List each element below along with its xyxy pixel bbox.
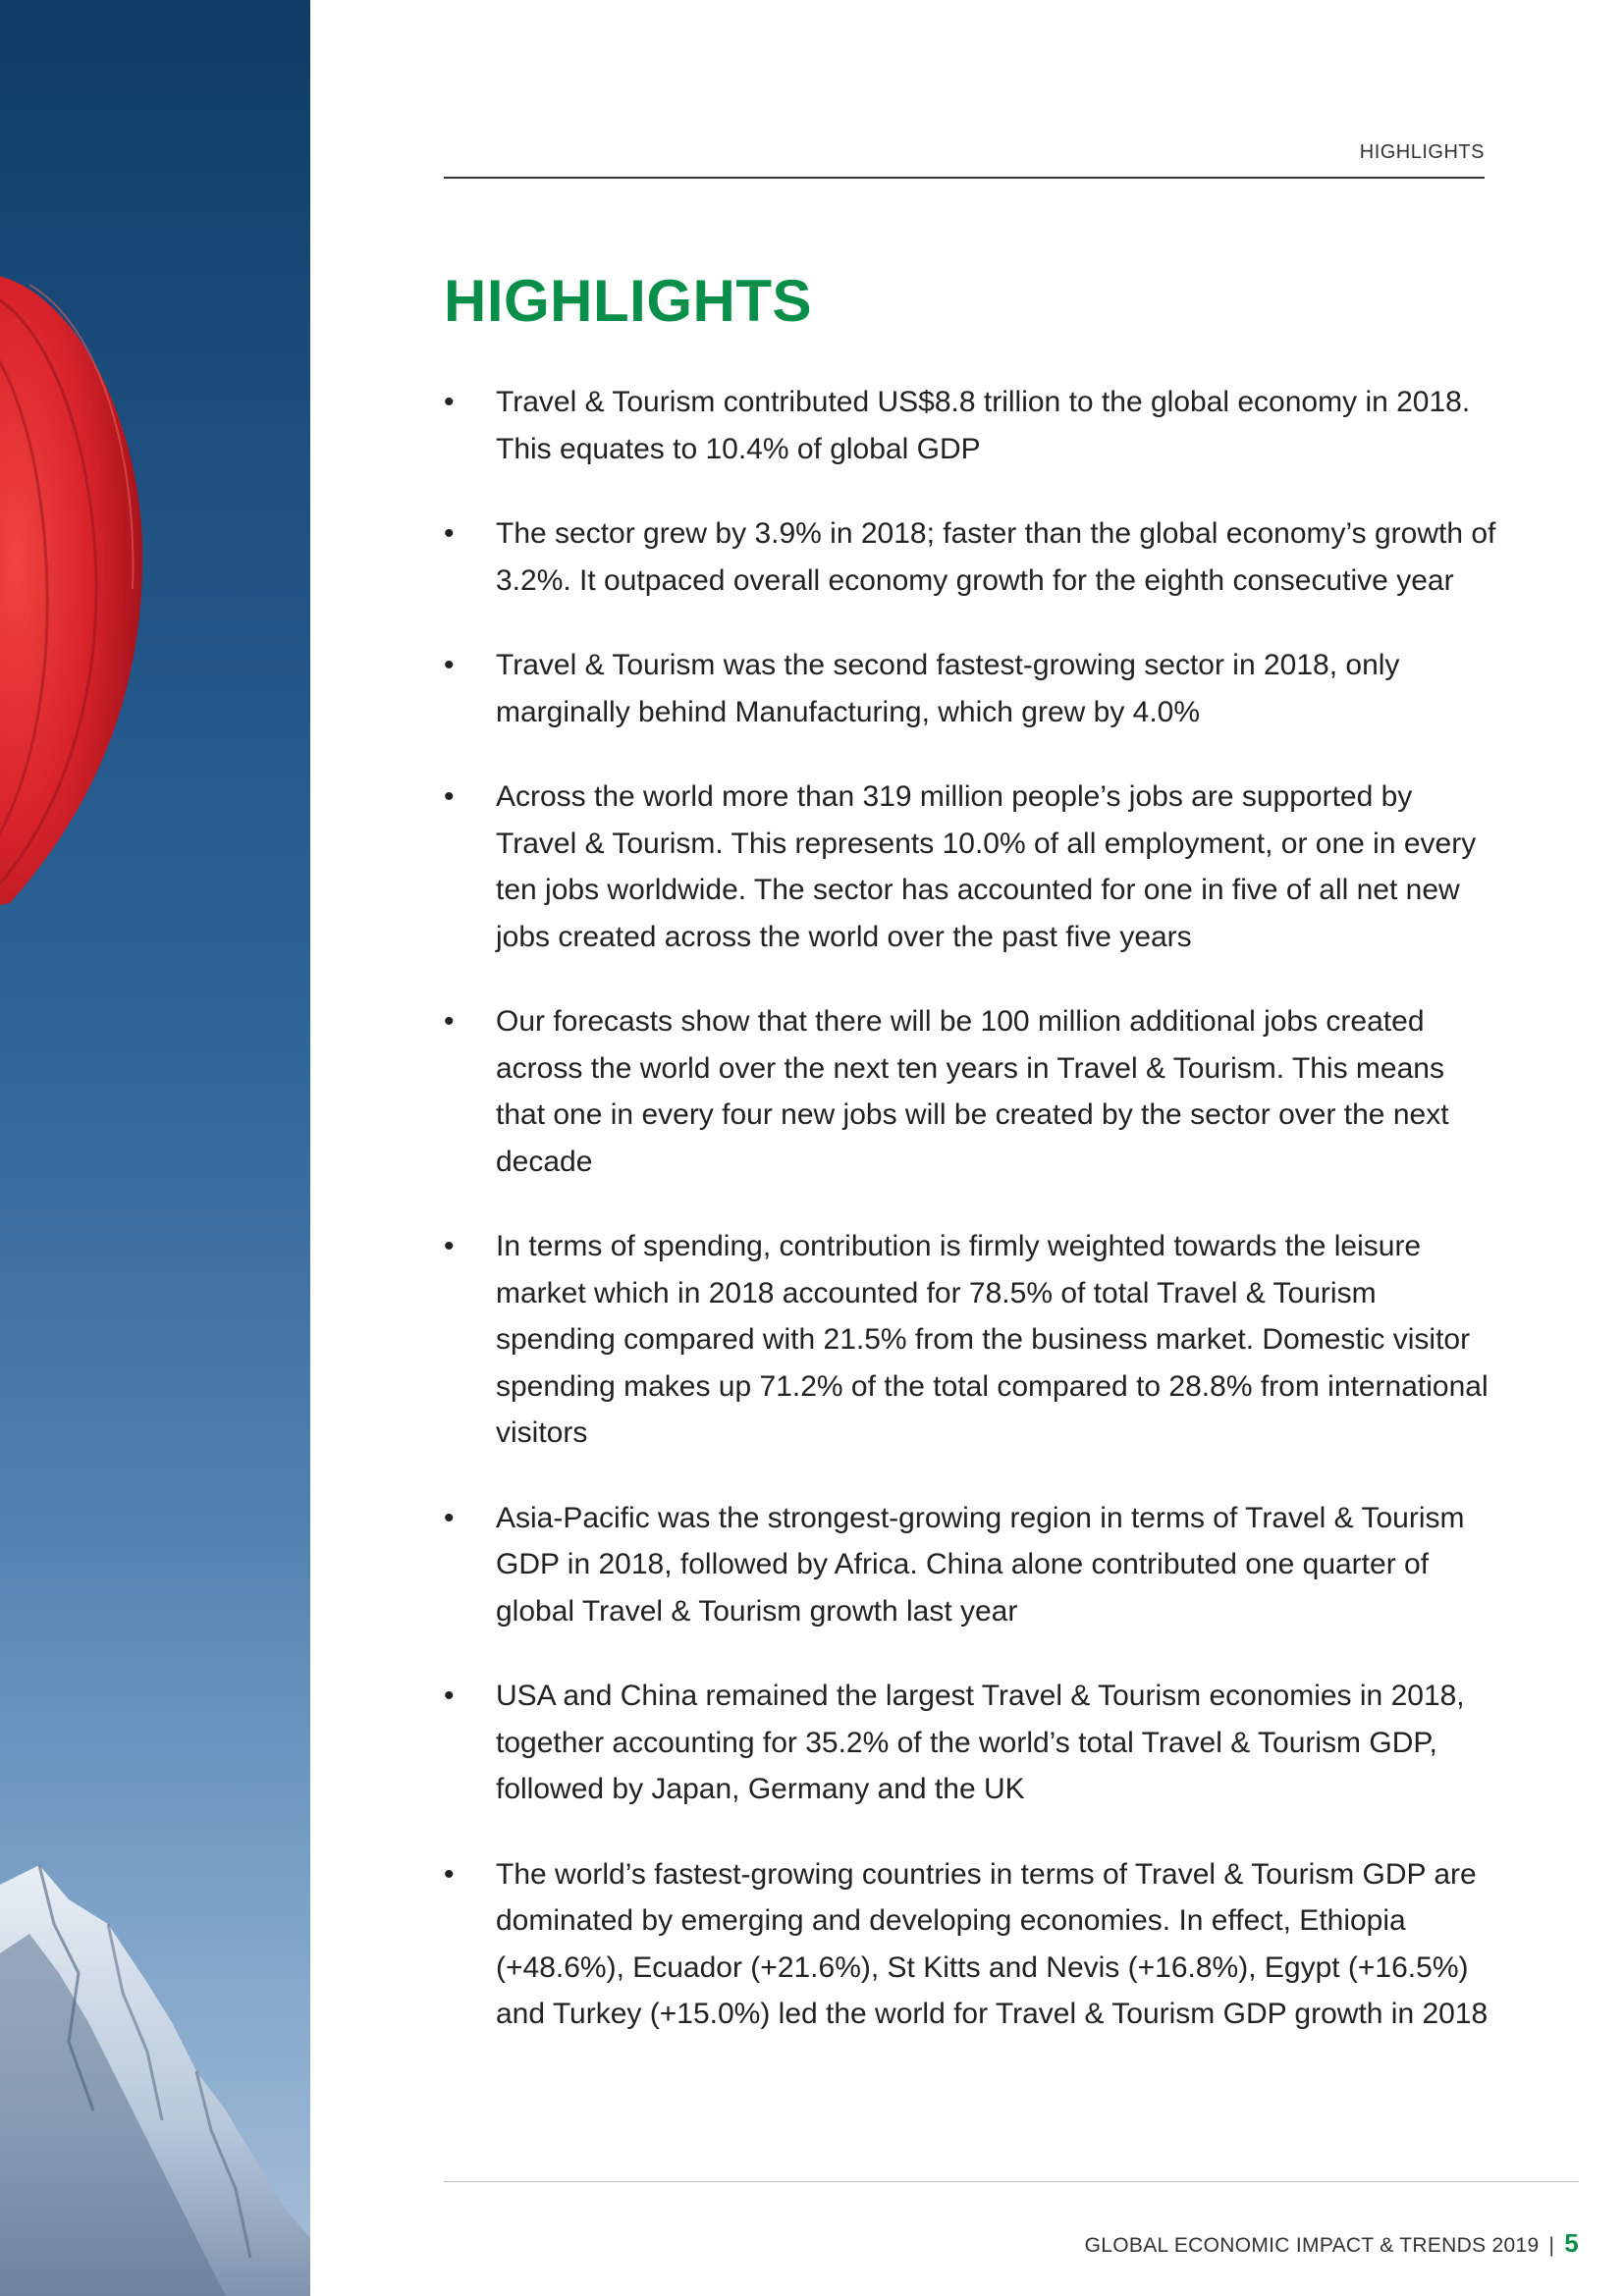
footer-divider (444, 2181, 1579, 2182)
highlight-item: • Travel & Tourism was the second fastest-growing sector in 2018, only marginally behind Manufacturing, which grew by 4.0% (444, 642, 1499, 735)
highlight-item: • The world’s fastest-growing countries in terms of Travel & Tourism GDP are dominated by emerging and developing economies. In effect, Ethiopia (+48.6%), Ecuador (+21.6%), St Kitts and Nevis (+16.8%), Egypt (+16.5%) and Turkey (+15.0%) led the world for Travel & Tourism GDP growth in 2018 (444, 1851, 1499, 2038)
mountain-shape (0, 1865, 310, 2296)
highlight-item: • Across the world more than 319 million people’s jobs are supported by Travel & Tourism. This represents 10.0% of all employment, or one in every ten jobs worldwide. The sector has accounted for one in five of all net new jobs created across the world over the past five years (444, 774, 1499, 960)
running-header: HIGHLIGHTS (1359, 141, 1485, 163)
page-footer (444, 2228, 1579, 2259)
highlight-item: • USA and China remained the largest Travel & Tourism economies in 2018, together accounting for 35.2% of the world’s total Travel & Tourism GDP, followed by Japan, Germany and the UK (444, 1673, 1499, 1813)
highlights-list (444, 379, 1499, 2076)
balloon-shape (0, 273, 142, 913)
side-photo (0, 0, 310, 2296)
highlight-item: • Our forecasts show that there will be 100 million additional jobs created across the world over the next ten years in Travel & Tourism. This means that one in every four new jobs will be created by the sector over the next decade (444, 998, 1499, 1185)
page-number: 5 (1564, 2228, 1579, 2258)
publication-title: GLOBAL ECONOMIC IMPACT & TRENDS 2019 (1084, 2234, 1540, 2257)
header-divider (444, 177, 1485, 179)
highlight-item: • The sector grew by 3.9% in 2018; faster than the global economy’s growth of 3.2%. It outpaced overall economy growth for the eighth consecutive year (444, 510, 1499, 604)
balloon-mountain-illustration (0, 0, 310, 2296)
highlight-item: • In terms of spending, contribution is firmly weighted towards the leisure market which in 2018 accounted for 78.5% of total Travel & Tourism spending compared with 21.5% from the business market. Domestic visitor spending makes up 71.2% of the total compared to 28.8% from international visitors (444, 1223, 1499, 1457)
footer-separator: | (1548, 2234, 1555, 2257)
page-title: HIGHLIGHTS (444, 268, 812, 334)
highlight-item: • Asia-Pacific was the strongest-growing region in terms of Travel & Tourism GDP in 2018, followed by Africa. China alone contributed one quarter of global Travel & Tourism growth last year (444, 1495, 1499, 1635)
highlight-item: • Travel & Tourism contributed US$8.8 trillion to the global economy in 2018. This equates to 10.4% of global GDP (444, 379, 1499, 472)
